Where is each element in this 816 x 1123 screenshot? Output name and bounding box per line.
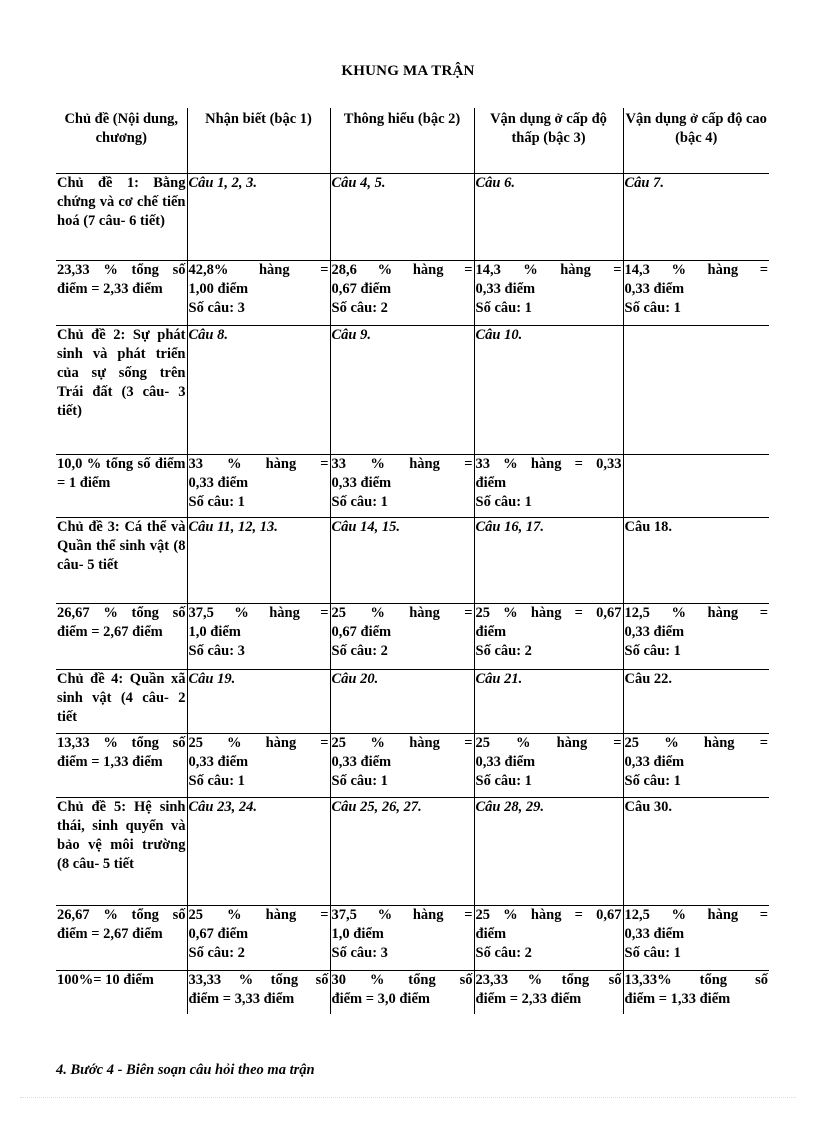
question-count: Số câu: 1 [475,772,532,789]
header-level-3: Vận dụng ở cấp độ thấp (bậc 3) [474,108,623,173]
topic-name: Chủ đề 1: Bằng chứng và cơ chế tiến hoá (7 câu- 6 tiết) [56,173,187,260]
score-cell [187,260,330,325]
score-cell [623,603,769,669]
section-heading: 4. Bước 4 - Biên soạn câu hỏi theo ma trận [56,1062,315,1078]
score-cell [187,603,330,669]
topic-name: Chủ đề 2: Sự phát sinh và phát triển của sự sống trên Trái đất (3 câu- 3 tiết) [56,325,187,454]
question-cell: Câu 11, 12, 13. [187,517,330,603]
row-percent: 37,5 % hàng = [188,604,329,621]
points: 1,0 điểm [188,623,241,640]
page-divider [20,1097,796,1098]
total-percent: 30 % tổng số [331,971,473,988]
question-count: Số câu: 1 [188,493,245,510]
question-cell: Câu 28, 29. [474,797,623,905]
score-cell [330,454,474,517]
topic-score-summary: 10,0 % tổng số điểm = 1 điểm [56,454,187,517]
points: điểm [475,925,507,942]
score-row [56,454,769,517]
question-cell: Câu 14, 15. [330,517,474,603]
topic-name: Chủ đề 4: Quần xã sinh vật (4 câu- 2 tiết [56,669,187,733]
points: 0,33 điểm [331,474,392,491]
row-percent: 33 % hàng = 0,33 [475,455,622,472]
question-cell: Câu 7. [623,173,769,260]
question-cell: Câu 21. [474,669,623,733]
points: 0,67 điểm [331,280,392,297]
topic-row [56,173,769,260]
question-cell: Câu 4, 5. [330,173,474,260]
points: 0,33 điểm [624,753,685,770]
question-count: Số câu: 1 [188,772,245,789]
points: 1,0 điểm [331,925,384,942]
question-count: Số câu: 2 [331,642,388,659]
total-percent: 13,33% tổng số [624,971,768,988]
question-count: Số câu: 1 [624,299,681,316]
points: 0,33 điểm [188,474,249,491]
points: điểm [475,623,507,640]
topic-score-summary: 13,33 % tổng số điểm = 1,33 điểm [56,733,187,797]
row-percent: 42,8% hàng = [188,261,329,278]
question-count: Số câu: 3 [188,642,245,659]
points: 1,00 điểm [188,280,249,297]
row-percent: 14,3 % hàng = [475,261,622,278]
matrix-table [56,108,769,1014]
points: 0,67 điểm [331,623,392,640]
row-percent: 12,5 % hàng = [624,906,768,923]
question-cell: Câu 30. [623,797,769,905]
row-percent: 25 % hàng = 0,67 [475,906,622,923]
topic-row [56,325,769,454]
row-percent: 25 % hàng = 0,67 [475,604,622,621]
question-count: Số câu: 2 [331,299,388,316]
row-percent: 25 % hàng = [331,604,473,621]
score-cell [187,905,330,970]
points: 0,67 điểm [188,925,249,942]
score-row [56,905,769,970]
total-points: điểm = 3,0 điểm [331,990,430,1007]
score-cell [474,733,623,797]
total-label: 100%= 10 điểm [57,971,154,988]
question-count: Số câu: 1 [475,493,532,510]
score-cell [187,454,330,517]
score-cell [474,905,623,970]
row-percent: 14,3 % hàng = [624,261,768,278]
header-level-1: Nhận biết (bậc 1) [187,108,330,173]
score-cell [330,260,474,325]
score-cell [330,905,474,970]
score-cell [623,905,769,970]
total-points: điểm = 3,33 điểm [188,990,295,1007]
total-cell [187,970,330,1014]
score-cell [330,733,474,797]
score-cell [474,260,623,325]
topic-row [56,797,769,905]
question-count: Số câu: 1 [331,493,388,510]
question-cell: Câu 10. [474,325,623,454]
total-cell [623,970,769,1014]
question-count: Số câu: 2 [188,944,245,961]
total-percent: 33,33 % tổng số [188,971,329,988]
question-cell: Câu 16, 17. [474,517,623,603]
header-topic: Chủ đề (Nội dung, chương) [56,108,187,173]
question-cell: Câu 8. [187,325,330,454]
score-cell [623,260,769,325]
row-percent: 33 % hàng = [331,455,473,472]
header-level-2: Thông hiểu (bậc 2) [330,108,474,173]
question-cell: Câu 19. [187,669,330,733]
topic-score-summary: 23,33 % tổng số điểm = 2,33 điểm [56,260,187,325]
score-row [56,733,769,797]
total-row [56,970,769,1014]
question-cell: Câu 22. [623,669,769,733]
score-cell [187,733,330,797]
points: điểm [475,474,507,491]
total-points: điểm = 1,33 điểm [624,990,731,1007]
total-percent: 23,33 % tổng số [475,971,622,988]
score-cell [623,733,769,797]
points: 0,33 điểm [331,753,392,770]
row-percent: 25 % hàng = [188,906,329,923]
points: 0,33 điểm [624,623,685,640]
row-percent: 25 % hàng = [188,734,329,751]
question-count: Số câu: 1 [624,642,681,659]
points: 0,33 điểm [624,925,685,942]
score-row [56,260,769,325]
row-percent: 28,6 % hàng = [331,261,473,278]
total-points: điểm = 2,33 điểm [475,990,582,1007]
header-level-4: Vận dụng ở cấp độ cao (bậc 4) [623,108,769,173]
page-title: KHUNG MA TRẬN [341,63,475,79]
total-cell [474,970,623,1014]
question-cell: Câu 23, 24. [187,797,330,905]
header-row [56,108,769,173]
score-cell [330,603,474,669]
score-cell [474,454,623,517]
question-count: Số câu: 1 [331,772,388,789]
points: 0,33 điểm [475,753,536,770]
topic-row [56,669,769,733]
question-cell: Câu 9. [330,325,474,454]
question-cell [623,325,769,454]
question-count: Số câu: 2 [475,642,532,659]
question-count: Số câu: 1 [624,772,681,789]
points: 0,33 điểm [188,753,249,770]
row-percent: 37,5 % hàng = [331,906,473,923]
topic-score-summary: 26,67 % tổng số điểm = 2,67 điểm [56,603,187,669]
question-count: Số câu: 1 [475,299,532,316]
question-cell: Câu 6. [474,173,623,260]
question-cell: Câu 18. [623,517,769,603]
topic-score-summary: 26,67 % tổng số điểm = 2,67 điểm [56,905,187,970]
row-percent: 12,5 % hàng = [624,604,768,621]
points: 0,33 điểm [624,280,685,297]
topic-name: Chủ đề 3: Cá thể và Quần thể sinh vật (8 câu- 5 tiết [56,517,187,603]
question-count: Số câu: 1 [624,944,681,961]
total-cell [330,970,474,1014]
question-count: Số câu: 3 [331,944,388,961]
topic-row [56,517,769,603]
score-row [56,603,769,669]
points: 0,33 điểm [475,280,536,297]
question-count: Số câu: 2 [475,944,532,961]
score-cell [474,603,623,669]
question-cell: Câu 25, 26, 27. [330,797,474,905]
row-percent: 25 % hàng = [624,734,768,751]
row-percent: 25 % hàng = [475,734,622,751]
row-percent: 33 % hàng = [188,455,329,472]
row-percent: 25 % hàng = [331,734,473,751]
score-cell [623,454,769,517]
question-cell: Câu 20. [330,669,474,733]
question-count: Số câu: 3 [188,299,245,316]
topic-name: Chủ đề 5: Hệ sinh thái, sinh quyển và bảo vệ môi trường (8 câu- 5 tiết [56,797,187,905]
question-cell: Câu 1, 2, 3. [187,173,330,260]
